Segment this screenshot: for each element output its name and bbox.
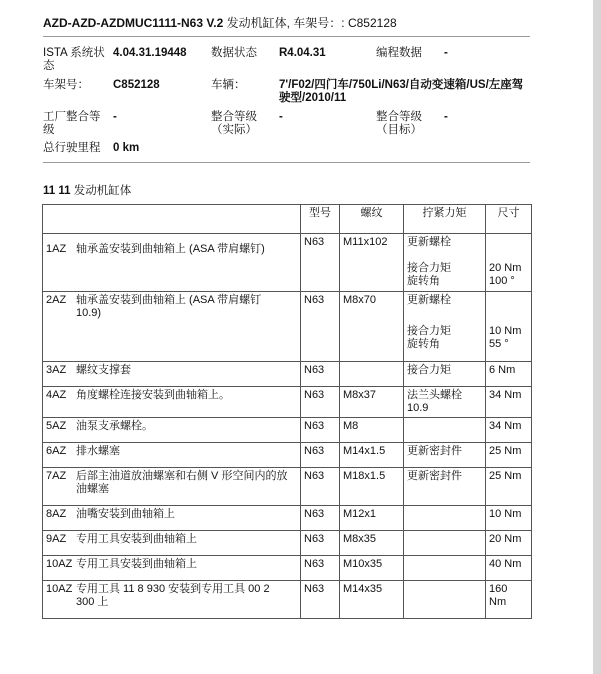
row-size: 10 Nm [486,506,532,531]
row-description [43,292,301,362]
row-description [43,581,301,619]
row-torque: 法兰头螺栓 10.9 [404,387,486,418]
row-thread: M8x37 [340,387,404,418]
size-line: 55 ° [489,338,509,350]
row-text: 排水螺塞 [76,445,120,457]
torque-line: 接合力矩 [407,262,451,274]
target-level-value: - [444,111,448,123]
section-number: 11 11 [43,185,71,197]
row-model: N63 [301,362,340,387]
torque-spec-table [42,204,532,619]
row-text: 专用工具 11 8 930 安装到专用工具 00 2 300 上 [76,583,270,608]
row-thread: M18x1.5 [340,468,404,506]
torque-line: 旋转角 [407,275,440,287]
mileage-label: 总行驶里程 [43,142,101,154]
row-torque [404,234,486,292]
row-model: N63 [301,506,340,531]
row-text: 专用工具安装到曲轴箱上 [76,533,197,545]
ista-label: ISTA 系统状态 [43,47,105,72]
row-id: 4AZ [46,389,67,401]
row-text: 专用工具安装到曲轴箱上 [76,558,197,570]
row-model: N63 [301,556,340,581]
row-id: 9AZ [46,533,67,545]
row-id: 10AZ [46,558,73,570]
row-torque [404,556,486,581]
row-text: 轴承盖安装到曲轴箱上 (ASA 带肩螺钉 10.9) [76,294,262,319]
table-row [43,531,532,556]
row-id: 2AZ [46,294,67,306]
row-text: 油泵支承螺栓。 [76,420,153,432]
target-level-label: 整合等级（目标） [376,111,422,136]
table-row [43,581,532,619]
row-description [43,443,301,468]
size-line: 10 Nm [489,325,522,337]
row-torque [404,531,486,556]
row-thread: M8x35 [340,531,404,556]
vehicle-label: 车辆： [211,79,246,91]
header-description [43,205,301,234]
size-spacer [489,294,528,325]
table-header-row [43,205,532,234]
row-model: N63 [301,234,340,292]
row-id: 3AZ [46,364,67,376]
row-thread: M12x1 [340,506,404,531]
table-row [43,234,532,292]
data-status-label: 数据状态 [211,47,257,59]
row-torque [404,506,486,531]
row-size: 34 Nm [486,387,532,418]
vehicle-value: 7'/F02/四门车/750Li/N63/自动变速箱/US/左座驾驶型/2010/11 [279,79,524,104]
actual-level-value: - [279,111,283,123]
row-text: 角度螺栓连接安装到曲轴箱上。 [76,389,230,401]
row-torque [404,292,486,362]
row-description [43,531,301,556]
section-title: 发动机缸体 [73,185,132,197]
row-model: N63 [301,581,340,619]
row-thread: M8x70 [340,292,404,362]
row-description [43,387,301,418]
torque-line: 接合力矩 [407,325,451,337]
row-thread: M8 [340,418,404,443]
row-description [43,362,301,387]
size-spacer [489,236,528,262]
header-torque: 拧紧力矩 [404,205,486,234]
row-size [486,292,532,362]
programming-label: 编程数据 [376,47,422,59]
row-size: 20 Nm [486,531,532,556]
row-thread: M14x35 [340,581,404,619]
document-title [43,14,397,31]
row-size: 160 Nm [486,581,532,619]
table-row [43,443,532,468]
row-model: N63 [301,468,340,506]
row-id: 5AZ [46,420,67,432]
table-row [43,506,532,531]
section-heading [43,182,131,198]
row-text: 螺纹支撑套 [76,364,131,376]
row-thread: M14x1.5 [340,443,404,468]
table-row [43,387,532,418]
viewer-edge [593,0,601,674]
size-line: 100 ° [489,275,515,287]
torque-line: 更新螺栓 [407,294,451,306]
title-divider [43,36,530,37]
table-row [43,292,532,362]
row-size: 34 Nm [486,418,532,443]
row-description [43,234,301,292]
row-size: 25 Nm [486,468,532,506]
programming-value: - [444,47,448,59]
header-model: 型号 [301,205,340,234]
row-torque: 更新密封件 [404,443,486,468]
row-size [486,234,532,292]
vin-value: C852128 [113,79,160,91]
table-row [43,556,532,581]
row-size: 6 Nm [486,362,532,387]
row-text: 轴承盖安装到曲轴箱上 (ASA 带肩螺钉) [76,243,265,255]
title-description: 发动机缸体, 车架号：: C852128 [226,16,397,30]
row-id: 1AZ [46,243,67,255]
header-size: 尺寸 [486,205,532,234]
row-id: 7AZ [46,470,67,482]
factory-level-label: 工厂整合等级 [43,111,101,136]
actual-level-label: 整合等级（实际） [211,111,257,136]
row-model: N63 [301,387,340,418]
torque-line: 旋转角 [407,338,440,350]
row-model: N63 [301,443,340,468]
vin-label: 车架号： [43,79,89,91]
ista-value: 4.04.31.19448 [113,47,187,59]
row-thread: M10x35 [340,556,404,581]
row-id: 6AZ [46,445,67,457]
row-model: N63 [301,531,340,556]
factory-level-value: - [113,111,117,123]
data-status-value: R4.04.31 [279,47,326,59]
row-id: 10AZ [46,583,73,595]
table-row [43,418,532,443]
torque-spacer [407,249,482,262]
header-thread: 螺纹 [340,205,404,234]
row-thread: M11x102 [340,234,404,292]
info-divider [43,162,530,163]
title-code: AZD-AZD-AZDMUC1111-N63 V.2 [43,16,224,30]
row-size: 40 Nm [486,556,532,581]
row-thread [340,362,404,387]
row-torque: 接合力矩 [404,362,486,387]
row-torque [404,581,486,619]
table-row [43,362,532,387]
row-description [43,468,301,506]
row-description [43,556,301,581]
row-torque [404,418,486,443]
row-id: 8AZ [46,508,67,520]
row-size: 25 Nm [486,443,532,468]
row-model: N63 [301,418,340,443]
row-text: 后部主油道放油螺塞和右侧 V 形空间内的放油螺塞 [76,470,288,495]
row-text: 油嘴安装到曲轴箱上 [76,508,175,520]
table-row [43,468,532,506]
size-line: 20 Nm [489,262,522,274]
mileage-value: 0 km [113,142,140,154]
torque-spacer [407,307,482,325]
row-model: N63 [301,292,340,362]
row-description [43,418,301,443]
row-description [43,506,301,531]
row-torque: 更新密封件 [404,468,486,506]
torque-line: 更新螺栓 [407,236,451,248]
